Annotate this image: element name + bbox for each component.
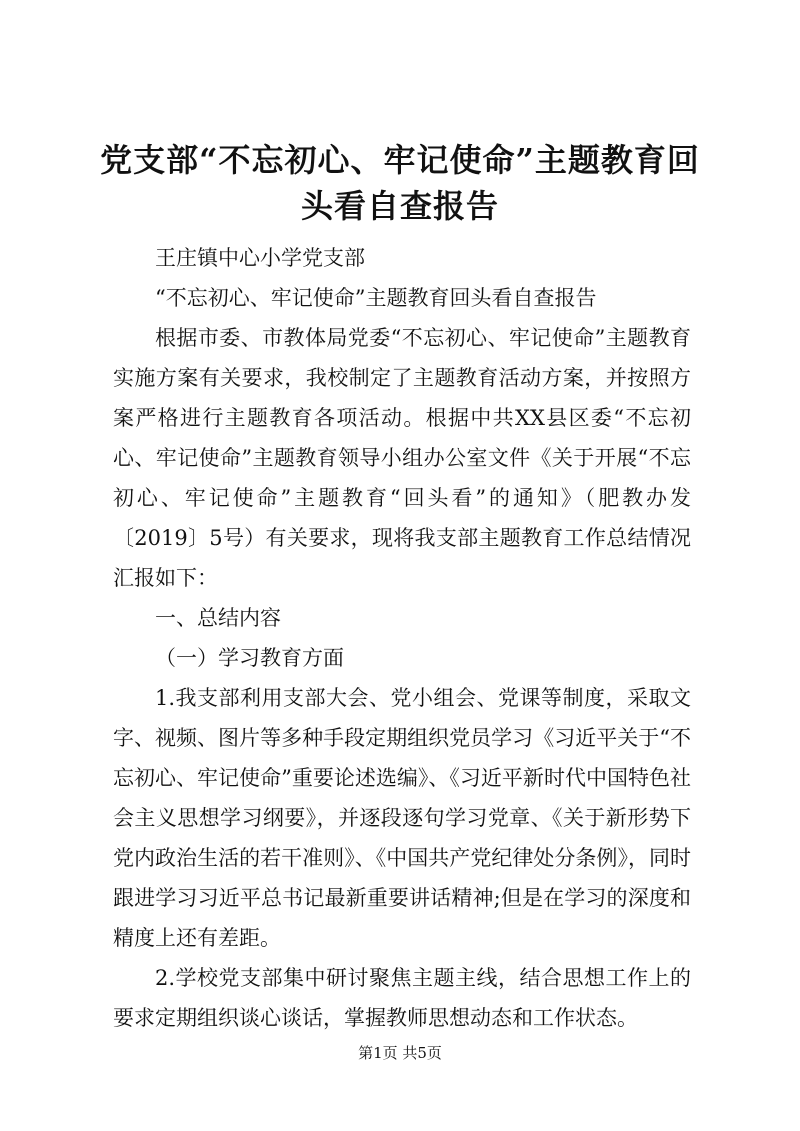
report-subtitle: “不忘初心、牢记使命”主题教育回头看自查报告 — [155, 286, 597, 310]
intro-paragraph: 根据市委、市教体局党委“不忘初心、牢记使命”主题教育实施方案有关要求，我校制定了主题教育活动方案，并按照方案严格进行主题教育各项活动。根据中共XX县区委“不忘初心、牢记使命”主题教育领导小组办公室文件《关于开展“不忘初心、牢记使命”主题教育“回头看”的通知》（肥教办发〔2019〕5号）有关要求，现将我支部主题教育工作总结情况汇报如下： — [113, 326, 691, 590]
document-title: 党支部“不忘初心、牢记使命”主题教育回头看自查报告 — [100, 141, 700, 225]
document-body — [113, 238, 691, 1038]
section-heading: 一、总结内容 — [155, 606, 281, 630]
body-paragraph: 1.我支部利用支部大会、党小组会、党课等制度，采取文字、视频、图片等多种手段定期组织党员学习《习近平关于“不忘初心、牢记使命”重要论述选编》、《习近平新时代中国特色社会主义思想学习纲要》，并逐段逐句学习党章、《关于新形势下党内政治生活的若干准则》、《中国共产党纪律处分条例》，同时跟进学习习近平总书记最新重要讲话精神;但是在学习的深度和精度上还有差距。 — [113, 686, 691, 950]
organization-name: 王庄镇中心小学党支部 — [155, 246, 365, 270]
body-paragraph: 2.学校党支部集中研讨聚焦主题主线，结合思想工作上的要求定期组织谈心谈话，掌握教师思想动态和工作状态。 — [113, 966, 691, 1030]
page-footer: 第1页 共5页 — [358, 1044, 442, 1062]
subsection-heading: （一）学习教育方面 — [155, 646, 344, 670]
